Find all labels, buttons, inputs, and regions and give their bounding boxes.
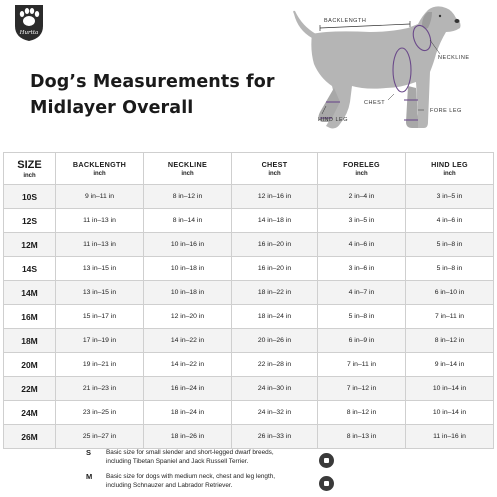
header-size: SIZE inch (4, 153, 56, 185)
title-line-1: Dog’s Measurements for (30, 72, 275, 92)
measurement-cell: 8 in–12 in (144, 185, 232, 209)
measurement-cell: 7 in–11 in (318, 353, 406, 377)
dog-measurement-diagram (290, 2, 495, 148)
measurement-cell: 8 in–12 in (406, 329, 494, 353)
measurement-cell: 10 in–14 in (406, 377, 494, 401)
measurement-cell: 21 in–23 in (56, 377, 144, 401)
measurement-cell: 22 in–28 in (232, 353, 318, 377)
table-row (4, 377, 494, 401)
measurement-cell: 8 in–12 in (318, 401, 406, 425)
table-header-row (4, 153, 494, 185)
table-row (4, 401, 494, 425)
measurement-cell: 17 in–19 in (56, 329, 144, 353)
measurement-cell: 10 in–14 in (406, 401, 494, 425)
note-letter: M (86, 472, 93, 481)
table-row (4, 209, 494, 233)
measurement-cell: 4 in–6 in (406, 209, 494, 233)
size-chart-table (3, 152, 494, 449)
measurement-cell: 14 in–22 in (144, 329, 232, 353)
measurement-cell: 11 in–13 in (56, 209, 144, 233)
dog-silhouette-icon (290, 2, 495, 148)
small-size-icon (319, 453, 334, 468)
table-row (4, 305, 494, 329)
size-cell: 22M (4, 377, 56, 401)
measurement-cell: 16 in–20 in (232, 233, 318, 257)
size-cell: 12S (4, 209, 56, 233)
measurement-cell: 7 in–11 in (406, 305, 494, 329)
note-letter: S (86, 448, 92, 457)
backlength-label: BACKLENGTH (324, 18, 367, 24)
size-cell: 14M (4, 281, 56, 305)
measurement-cell: 13 in–15 in (56, 281, 144, 305)
table-row (4, 281, 494, 305)
title-line-2: Midlayer Overall (30, 98, 194, 118)
measurement-cell: 3 in–6 in (318, 257, 406, 281)
measurement-cell: 20 in–26 in (232, 329, 318, 353)
table-row (4, 425, 494, 449)
measurement-cell: 14 in–18 in (232, 209, 318, 233)
measurement-cell: 3 in–5 in (406, 185, 494, 209)
measurement-cell: 18 in–22 in (232, 281, 318, 305)
size-cell: 20M (4, 353, 56, 377)
measurement-cell: 4 in–6 in (318, 233, 406, 257)
measurement-cell: 16 in–20 in (232, 257, 318, 281)
table-row (4, 233, 494, 257)
header-chest: CHEST inch (232, 153, 318, 185)
measurement-cell: 12 in–20 in (144, 305, 232, 329)
neckline-label: NECKLINE (438, 55, 470, 61)
measurement-cell: 2 in–4 in (318, 185, 406, 209)
measurement-cell: 10 in–18 in (144, 257, 232, 281)
paw-logo-icon (14, 4, 44, 42)
size-cell: 12M (4, 233, 56, 257)
measurement-cell: 7 in–12 in (318, 377, 406, 401)
measurement-cell: 6 in–10 in (406, 281, 494, 305)
measurement-cell: 12 in–16 in (232, 185, 318, 209)
measurement-cell: 5 in–8 in (406, 257, 494, 281)
note-medium (86, 472, 346, 496)
note-small (86, 448, 346, 472)
measurement-cell: 15 in–17 in (56, 305, 144, 329)
measurement-cell: 4 in–7 in (318, 281, 406, 305)
measurement-cell: 5 in–8 in (406, 233, 494, 257)
measurement-cell: 23 in–25 in (56, 401, 144, 425)
measurement-cell: 18 in–26 in (144, 425, 232, 449)
measurement-cell: 9 in–14 in (406, 353, 494, 377)
measurement-cell: 18 in–24 in (144, 401, 232, 425)
measurement-cell: 18 in–24 in (232, 305, 318, 329)
measurement-cell: 6 in–9 in (318, 329, 406, 353)
measurement-cell: 10 in–18 in (144, 281, 232, 305)
measurement-cell: 24 in–32 in (232, 401, 318, 425)
size-cell: 24M (4, 401, 56, 425)
note-text: Basic size for dogs with medium neck, chest and leg length, including Schnauzer and Labrador Retriever. (106, 473, 276, 489)
size-cell: 14S (4, 257, 56, 281)
header-hindleg: HIND LEG inch (406, 153, 494, 185)
measurement-cell: 8 in–14 in (144, 209, 232, 233)
table-row (4, 329, 494, 353)
measurement-cell: 24 in–30 in (232, 377, 318, 401)
table-row (4, 257, 494, 281)
measurement-cell: 16 in–24 in (144, 377, 232, 401)
measurement-cell: 3 in–5 in (318, 209, 406, 233)
logo-text: Hurtta (19, 30, 39, 36)
note-text: Basic size for small slender and short-legged dwarf breeds, including Tibetan Spaniel and Jack Russell Terrier. (106, 449, 274, 465)
measurement-cell: 14 in–22 in (144, 353, 232, 377)
measurement-cell: 10 in–16 in (144, 233, 232, 257)
size-cell: 10S (4, 185, 56, 209)
table-row (4, 185, 494, 209)
measurement-cell: 5 in–8 in (318, 305, 406, 329)
medium-size-icon (319, 476, 334, 491)
header-neckline: NECKLINE inch (144, 153, 232, 185)
measurement-cell: 13 in–15 in (56, 257, 144, 281)
foreleg-label: FORE LEG (430, 108, 462, 114)
size-notes (86, 448, 346, 496)
hurtta-logo (14, 4, 44, 42)
size-cell: 18M (4, 329, 56, 353)
chest-label: CHEST (364, 100, 386, 106)
size-cell: 26M (4, 425, 56, 449)
table-row (4, 353, 494, 377)
hindleg-label: HIND LEG (318, 117, 348, 123)
header-foreleg: FORELEG inch (318, 153, 406, 185)
measurement-cell: 8 in–13 in (318, 425, 406, 449)
measurement-cell: 26 in–33 in (232, 425, 318, 449)
page-title (30, 69, 275, 121)
measurement-cell: 11 in–13 in (56, 233, 144, 257)
measurement-cell: 19 in–21 in (56, 353, 144, 377)
measurement-cell: 25 in–27 in (56, 425, 144, 449)
measurement-cell: 9 in–11 in (56, 185, 144, 209)
size-cell: 16M (4, 305, 56, 329)
measurement-cell: 11 in–16 in (406, 425, 494, 449)
header-backlength: BACKLENGTH inch (56, 153, 144, 185)
